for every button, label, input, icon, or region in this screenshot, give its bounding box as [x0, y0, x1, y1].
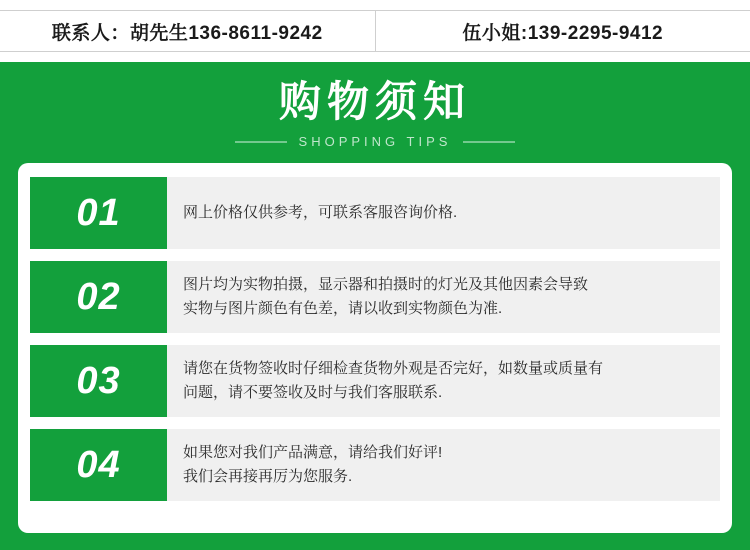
tips-card	[18, 163, 732, 533]
tip-row	[30, 261, 720, 333]
tip-row	[30, 177, 720, 249]
contact-bar	[0, 0, 750, 62]
tip-text-block	[167, 345, 720, 417]
tip-number-badge: 01	[30, 177, 167, 249]
rule-left-icon	[235, 141, 287, 143]
tip-text-block	[167, 177, 720, 249]
tip-line: 图片均为实物拍摄，显示器和拍摄时的灯光及其他因素会导致	[183, 275, 589, 293]
tip-line: 实物与图片颜色有色差，请以收到实物颜色为准.	[183, 300, 503, 318]
contact-bar-inner	[0, 10, 750, 52]
tip-text-block	[167, 261, 720, 333]
tip-number-badge: 02	[30, 261, 167, 333]
rule-right-icon	[463, 141, 515, 143]
contact-value-wu: 伍小姐:139-2295-9412	[462, 22, 664, 44]
tip-line: 网上价格仅供参考，可联系客服咨询价格.	[183, 203, 458, 221]
subtitle-row	[18, 134, 732, 149]
tip-row	[30, 345, 720, 417]
tip-line: 问题，请不要签收及时与我们客服联系.	[183, 384, 443, 402]
contact-value-hu: 胡先生136-8611-9242	[129, 22, 323, 44]
tip-row	[30, 429, 720, 501]
tip-line: 请您在货物签收时仔细检查货物外观是否完好，如数量或质量有	[183, 359, 604, 377]
tip-number-badge: 03	[30, 345, 167, 417]
tip-number-badge: 04	[30, 429, 167, 501]
tip-text-block	[167, 429, 720, 501]
contact-cell-wu	[376, 11, 750, 51]
tip-line: 如果您对我们产品满意，请给我们好评!	[183, 443, 443, 461]
page-title: 购物须知	[278, 78, 471, 125]
contact-cell-hu	[0, 11, 376, 51]
tip-line: 我们会再接再厉为您服务.	[183, 468, 353, 486]
page-subtitle: SHOPPING TIPS	[298, 134, 452, 150]
title-block	[18, 62, 732, 149]
green-body	[0, 62, 750, 550]
contact-label-hu: 联系人：	[51, 22, 130, 44]
